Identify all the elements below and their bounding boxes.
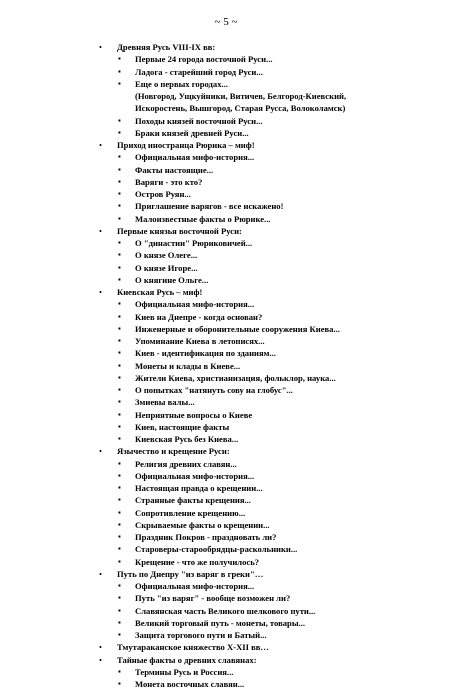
- subsection-text: ▪ Монета восточных славян...: [135, 678, 446, 690]
- section-item: [99, 286, 446, 445]
- subsection-item: [117, 66, 446, 78]
- subsection-text: ▪ Настоящая правда о крещении...: [135, 482, 446, 494]
- subsection-item: [117, 127, 446, 139]
- subsection-text: ▪ Официальная мифо-история...: [135, 580, 446, 592]
- subsection-text: ▪ Малоизвестные факты о Рюрике...: [135, 213, 446, 225]
- subsection-item: [117, 188, 446, 200]
- section-item: [99, 225, 446, 286]
- subsection-item: [117, 617, 446, 629]
- subsection-item: [117, 262, 446, 274]
- subsection-text: ▪ Праздник Покров - праздновать ли?: [135, 531, 446, 543]
- section-title: Киевская Русь – миф!: [117, 287, 202, 297]
- subsection-item: [117, 274, 446, 286]
- subsection-text: ▪ О "династии" Рюриковичей...: [135, 237, 446, 249]
- subsection-text: ▪ Монеты и клады в Киеве...: [135, 360, 446, 372]
- subsection-item: [117, 53, 446, 65]
- subsection-text: ▪ Сопротивление крещению...: [135, 507, 446, 519]
- subsection-item: [117, 629, 446, 641]
- subsection-text: ▪ О князе Олеге...: [135, 249, 446, 261]
- subsection-text: ▪ Инженерные и оборонительные сооружения Киева...: [135, 323, 446, 335]
- section-title: Первые князья восточной Руси:: [117, 226, 242, 236]
- section-item: [99, 641, 446, 653]
- subsection-item: [117, 372, 446, 384]
- subsection-text: ▪ Термины Русь и Россия...: [135, 666, 446, 678]
- subsection-text: ▪ Религия древних славян...: [135, 458, 446, 470]
- subsection-item: [117, 531, 446, 543]
- subsection-text: ▪ Защита торгового пути и Батый...: [135, 629, 446, 641]
- subsection-text: ▪ Скрываемые факты о крещении...: [135, 519, 446, 531]
- subsection-text: ▪ Славянская часть Великого шелкового пути...: [135, 605, 446, 617]
- subsection-item: [117, 335, 446, 347]
- section-item: [99, 445, 446, 568]
- subsection-item: [117, 678, 446, 690]
- subsection-text: ▪ Варяги - это кто?: [135, 176, 446, 188]
- section-title: Путь по Днепру "из варяг в греки"…: [117, 569, 263, 579]
- subsection-item: [117, 543, 446, 555]
- subsection-text: ▪ Официальная мифо-история...: [135, 151, 446, 163]
- subsection-item: [117, 494, 446, 506]
- subsection-list: [117, 53, 446, 139]
- subsection-item: [117, 580, 446, 592]
- subsection-text: ▪ Браки князей древней Руси...: [135, 127, 446, 139]
- subsection-item: [117, 347, 446, 359]
- subsection-item: [117, 433, 446, 445]
- subsection-text: ▪ Странные факты крещения...: [135, 494, 446, 506]
- subsection-item: [117, 507, 446, 519]
- subsection-text: ▪ Еще о первых городах...: [135, 78, 446, 90]
- subsection-list: [117, 237, 446, 286]
- section-title: Язычество и крещение Руси:: [117, 446, 230, 456]
- subsection-text: Искоростень, Вышгород, Старая Русса, Волоколамск): [135, 102, 446, 114]
- subsection-text: ▪ Первые 24 города восточной Руси...: [135, 53, 446, 65]
- subsection-text: ▪ Официальная мифо-история...: [135, 470, 446, 482]
- subsection-text: ▪ Официальная мифо-история...: [135, 298, 446, 310]
- subsection-item: [117, 249, 446, 261]
- subsection-item: [117, 311, 446, 323]
- subsection-text: (Новгород, Ущкуйники, Витичев, Белгород-Киевский,: [135, 90, 446, 102]
- subsection-item: [117, 213, 446, 225]
- subsection-text: ▪ Киев - идентификация по зданиям...: [135, 347, 446, 359]
- subsection-item: [117, 470, 446, 482]
- subsection-text: ▪ Упоминание Киева в летописях...: [135, 335, 446, 347]
- subsection-item: [117, 298, 446, 310]
- subsection-item: [117, 78, 446, 115]
- subsection-item: [117, 666, 446, 678]
- section-item: [99, 139, 446, 225]
- section-item: [99, 41, 446, 139]
- subsection-text: ▪ Факты настоящие...: [135, 164, 446, 176]
- subsection-item: [117, 556, 446, 568]
- subsection-text: ▪ Путь "из варяг" - вообще возможен ли?: [135, 592, 446, 604]
- table-of-contents: [99, 41, 446, 690]
- subsection-text: ▪ Киевская Русь без Киева...: [135, 433, 446, 445]
- subsection-list: [117, 298, 446, 445]
- subsection-text: ▪ Великий торговый путь - монеты, товары...: [135, 617, 446, 629]
- subsection-item: [117, 200, 446, 212]
- page-number: ~ 5 ~: [0, 16, 452, 28]
- subsection-text: ▪ Киев на Днепре - когда основан?: [135, 311, 446, 323]
- subsection-text: ▪ Неприятные вопросы о Киеве: [135, 409, 446, 421]
- subsection-item: [117, 151, 446, 163]
- subsection-item: [117, 115, 446, 127]
- subsection-text: ▪ О княгине Ольге...: [135, 274, 446, 286]
- section-title: Тмутараканское княжество X-XII вв…: [117, 642, 269, 652]
- subsection-text: ▪ Киев, настоящие факты: [135, 421, 446, 433]
- subsection-text: ▪ Приглашение варягов - все искажено!: [135, 200, 446, 212]
- subsection-item: [117, 458, 446, 470]
- section-item: [99, 654, 446, 690]
- subsection-text: ▪ Староверы-старообрядцы-раскольники...: [135, 543, 446, 555]
- subsection-text: ▪ Походы князей восточной Руси...: [135, 115, 446, 127]
- subsection-item: [117, 605, 446, 617]
- section-title: Тайные факты о древних славянах:: [117, 655, 257, 665]
- subsection-text: ▪ Остров Руян...: [135, 188, 446, 200]
- section-title: Древняя Русь VIII-IX вв:: [117, 42, 215, 52]
- subsection-item: [117, 384, 446, 396]
- subsection-item: [117, 396, 446, 408]
- subsection-list: [117, 580, 446, 641]
- subsection-list: [117, 151, 446, 225]
- subsection-text: ▪ Змиевы валы...: [135, 396, 446, 408]
- subsection-item: [117, 164, 446, 176]
- section-list: [99, 41, 446, 690]
- section-title: Приход иностранца Рюрика – миф!: [117, 140, 255, 150]
- subsection-text: ▪ О попытках "натянуть сову на глобус"...: [135, 384, 446, 396]
- subsection-text: ▪ Ладога - старейший город Руси...: [135, 66, 446, 78]
- subsection-item: [117, 237, 446, 249]
- subsection-text: ▪ О князе Игоре...: [135, 262, 446, 274]
- subsection-list: [117, 666, 446, 690]
- subsection-item: [117, 176, 446, 188]
- subsection-item: [117, 421, 446, 433]
- subsection-item: [117, 592, 446, 604]
- section-item: [99, 568, 446, 642]
- subsection-item: [117, 409, 446, 421]
- subsection-list: [117, 458, 446, 568]
- subsection-text: ▪ Крещение - что же получилось?: [135, 556, 446, 568]
- subsection-item: [117, 360, 446, 372]
- subsection-item: [117, 482, 446, 494]
- subsection-item: [117, 323, 446, 335]
- subsection-text: ▪ Жители Киева, христианизация, фольклор, наука...: [135, 372, 446, 384]
- subsection-item: [117, 519, 446, 531]
